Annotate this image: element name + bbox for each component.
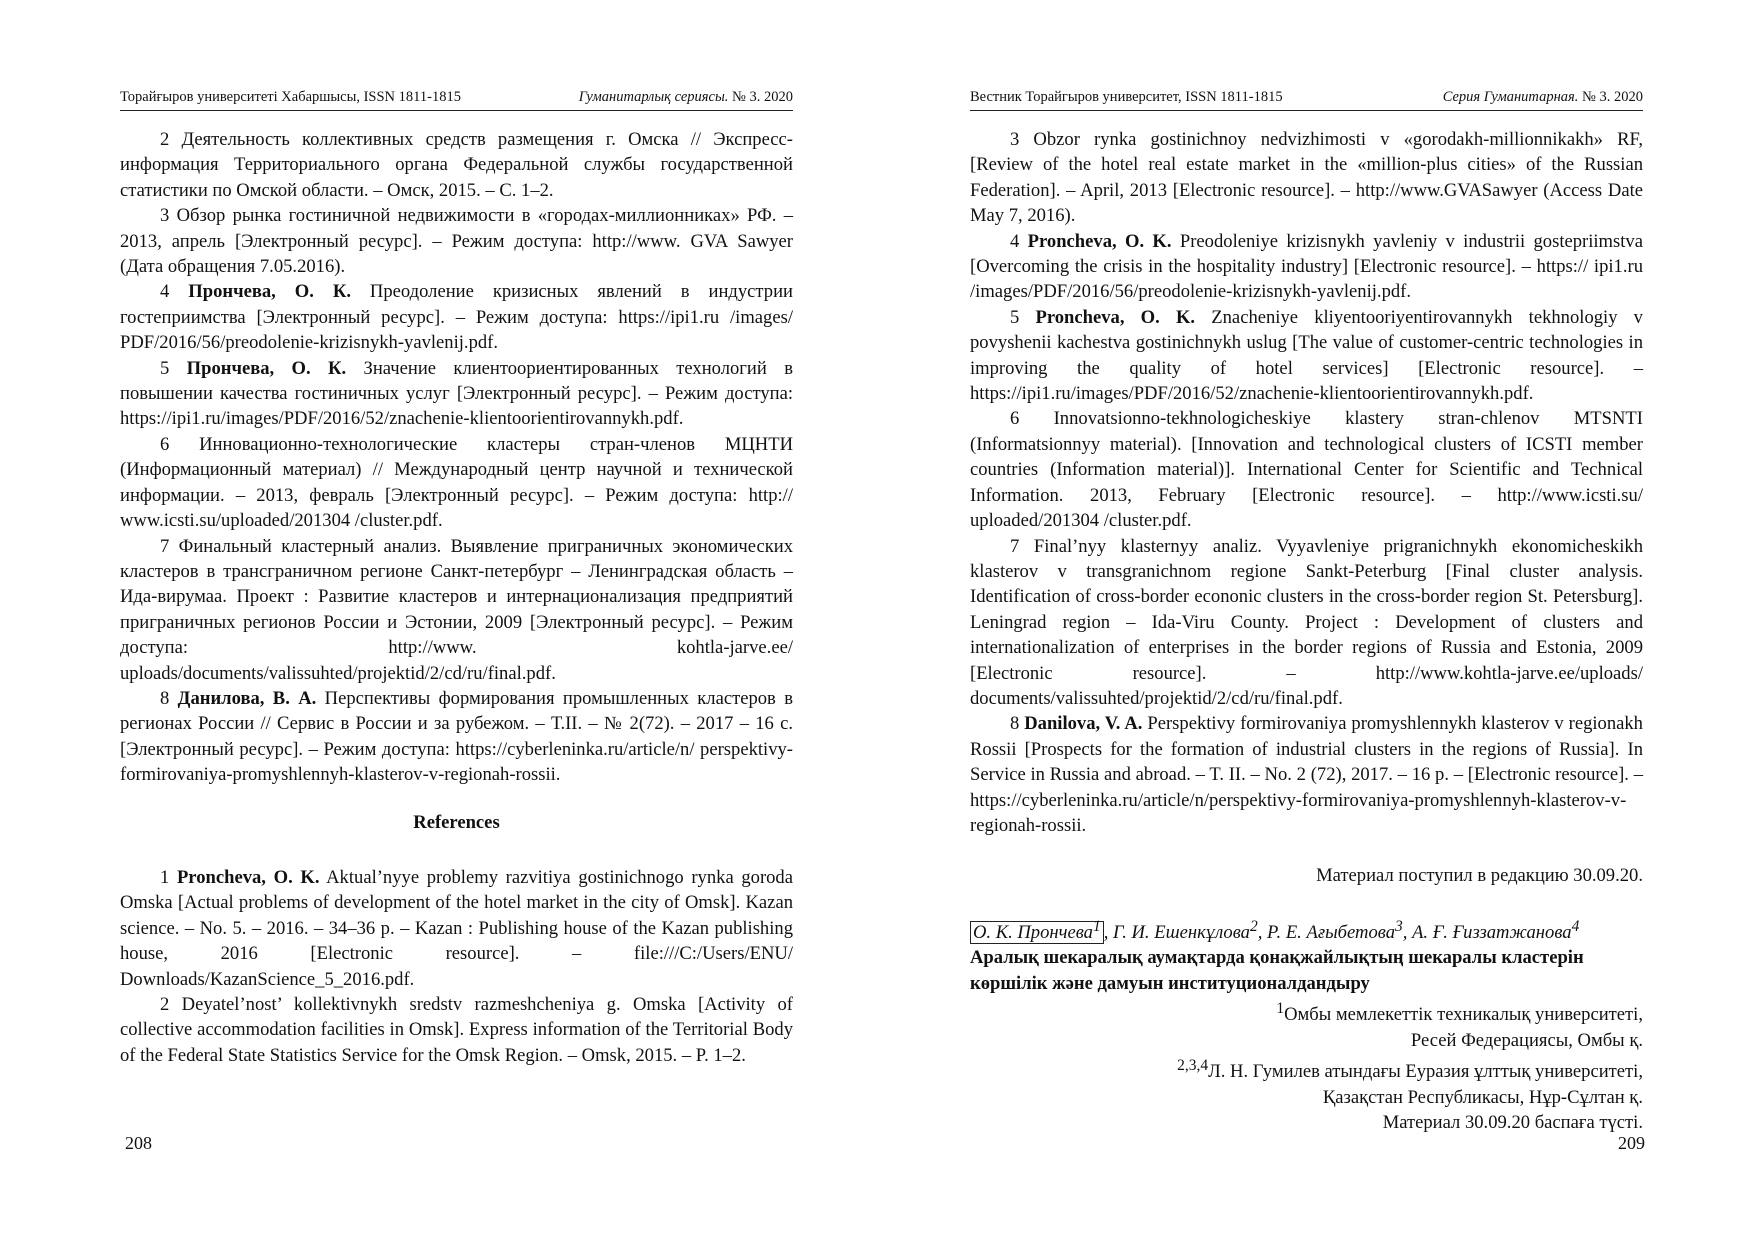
reference-item: 3 Obzor rynka gostinichnoy nedvizhimosti v «gorodakh-millionnikakh» RF, [Review of the hotel real estate market in the «million-plus cities» of the Russian Federation]. – April, 2013 [Electronic resource]. – http://www.GVASawyer (Access Date May 7, 2016).: [970, 129, 1643, 227]
series-info: [579, 88, 793, 106]
reference-item: 6 Innovatsionno-tekhnologicheskiye klastery stran-chlenov MTSNTI (Informatsionnyy material). [Innovation and technological clusters of ICSTI member countries (Information material)]. International Center for Scientific and Technical Information. 2013, February [Electronic resource]. – http://www.icsti.su/ uploaded/201304 /cluster.pdf.: [970, 408, 1643, 532]
reference-author: Danilova, V. A.: [1024, 713, 1143, 735]
page-body: [120, 127, 793, 1068]
right-page: [970, 88, 1643, 1136]
reference-author: Proncheva, O. K.: [176, 866, 320, 888]
series-info: [1443, 88, 1643, 106]
reference-author: Proncheva, O. K.: [1027, 230, 1172, 252]
author-highlight: О. К. Прончева$^1$: [970, 921, 1104, 944]
submission-note: Материал 30.09.20 баспаға түсті.: [1382, 1112, 1643, 1134]
page-number: 208: [125, 1133, 152, 1153]
reference-author: Данилова, В. А.: [177, 687, 317, 709]
series-name: Серия Гуманитарная.: [1442, 89, 1579, 105]
affiliation-line: $^{2,3,4}$Л. Н. Гумилев атындағы Еуразия ұлттық университеті,: [1177, 1057, 1643, 1083]
series-name: Гуманитарлық сериясы.: [578, 89, 729, 105]
reference-item: 7 Final’nyy klasternyy analiz. Vyyavleniye prigranichnykh ekonomicheskikh klasterov v transgranichnom regione Sankt-Peterburg [Final cluster analysis. Identification of cross-border econonic clusters in the cross-border region St. Petersburg]. Leningrad region – Ida-Viru County. Project : Development of clusters and internationalization of enterprises in the border regions of Russia and Estonia, 2009 [Electronic resource]. – http://www.kohtla-jarve.ee/uploads/ documents/valissuhted/projektid/2/cd/ru/final.pdf.: [970, 535, 1643, 709]
reference-item: 4 Proncheva, O. K. Preodoleniye krizisnykh yavleniy v industrii gostepriimstva [Overcoming the crisis in the hospitality industry] [Electronic resource]. – https:// ipi1.ru /images/PDF/2016/56/preodolenie-krizisnykh-yavlenij.pdf.: [970, 230, 1643, 303]
reference-author: Proncheva, O. K.: [1035, 306, 1196, 328]
reference-item: 2 Deyatel’nost’ kollektivnykh sredstv razmeshcheniya g. Omska [Activity of collective accommodation facilities in Omsk]. Express information of the Territorial Body of the Federal State Statistics Service for the Omsk Region. – Omsk, 2015. – P. 1–2.: [120, 994, 793, 1066]
references-heading: References: [413, 811, 500, 833]
received-date: Материал поступил в редакцию 30.09.20.: [1316, 865, 1643, 887]
journal-title: Вестник Торайгыров университет, ISSN 1811-1815: [970, 89, 1283, 105]
reference-item: 5 Proncheva, O. K. Znacheniye kliyentooriyentirovannykh tekhnologiy v povyshenii kachestva gostinichnykh uslug [The value of customer-centric technologies in improving the quality of hotel services] [Electronic resource]. – https://ipi1.ru/images/PDF/2016/52/znachenie-klientoorientirovannykh.pdf.: [970, 306, 1643, 405]
journal-title: Торайғыров университеті Хабаршысы, ISSN 1811-1815: [120, 89, 461, 105]
affiliation-line: Ресей Федерациясы, Омбы қ.: [1410, 1029, 1643, 1051]
running-header: [120, 88, 793, 111]
reference-item: 2 Деятельность коллективных средств размещения г. Омска // Экспресс-информация Территориального органа Федеральной службы государственной статистики по Омской области. – Омск, 2015. – С. 1–2.: [120, 129, 793, 201]
reference-item: 8 Danilova, V. A. Perspektivy formirovaniya promyshlennykh klasterov v regionakh Rossii [Prospects for the formation of industrial clusters in the regions of Russia]. In Service in Russia and abroad. – T. II. – No. 2 (72), 2017. – 16 p. – [Electronic resource]. – https://cyberleninka.ru/article/n/perspektivy-formirovaniya-promyshlennyh-klasterov-v-regionah-rossii.: [970, 713, 1643, 836]
reference-author: Прончева, О. К.: [186, 357, 347, 379]
affiliation-line: Қазақстан Республикасы, Нұр-Сұлтан қ.: [1322, 1086, 1643, 1108]
article-authors: О. К. Прончева$^1$ , Г. И. Ешенкұлова$^2$, Р. Е. Ағыбетова$^3$, А. Ғ. Ғиззатжанова$^4$: [970, 914, 1643, 946]
reference-item: 1 Proncheva, O. K. Aktual’nyye problemy razvitiya gostinichnogo rynka goroda Omska [Actual problems of development of the hotel market in the city of Omsk]. Kazan science. – No. 5. – 2016. – 34–36 p. – Kazan : Publishing house of the Kazan publishing house, 2016 [Electronic resource]. – file:///C:/Users/ENU/ Downloads/KazanScience_5_2016.pdf.: [120, 866, 793, 990]
reference-item: 4 Прончева, О. К. Преодоление кризисных явлений в индустрии гостеприимства [Электронный ресурс]. – Режим доступа: https://ipi1.ru /images/ PDF/2016/56/preodolenie-krizisnykh-yavlenij.pdf.: [120, 281, 793, 354]
issue-number: № 3. 2020: [1582, 89, 1643, 105]
reference-item: 6 Инновационно-технологические кластеры стран-членов МЦНТИ (Информационный материал) // Международный центр научной и технической информации. – 2013, февраль [Электронный ресурс]. – Режим доступа: http:// www.icsti.su/uploaded/201304 /cluster.pdf.: [120, 433, 793, 532]
left-page: [120, 88, 793, 1068]
reference-item: 5 Прончева, О. К. Значение клиентоориентированных технологий в повышении качества гостиничных услуг [Электронный ресурс]. – Режим доступа: https://ipi1.ru/images/PDF/2016/52/znachenie-klientoorientirovannykh.pdf.: [120, 357, 793, 430]
issue-number: № 3. 2020: [732, 89, 793, 105]
reference-item: 3 Обзор рынка гостиничной недвижимости в «городах-миллионниках» РФ. – 2013, апрель [Электронный ресурс]. – Режим доступа: http://www. GVA Sawyer (Дата обращения 7.05.2016).: [120, 205, 793, 278]
reference-item: 7 Финальный кластерный анализ. Выявление приграничных экономических кластеров в трансграничном регионе Санкт-петербург – Ленинградская область – Ида-вирумаа. Проект : Развитие кластеров и интернационализация предприятий приграничных регионов России и Эстонии, 2009 [Электронный ресурс]. – Режим доступа: http://www. kohtla-jarve.ee/ uploads/documents/valissuhted/projektid/2/cd/ru/final.pdf.: [120, 535, 793, 684]
affiliation-line: $^1$Омбы мемлекеттік техникалық университеті,: [1276, 1000, 1643, 1026]
running-header: [970, 88, 1643, 111]
reference-item: 8 Данилова, В. А. Перспективы формирования промышленных кластеров в регионах России // Сервис в России и за рубежом. – Т.II. – № 2(72). – 2017 – 16 с. [Электронный ресурс]. – Режим доступа: https://cyberleninka.ru/article/n/ perspektivy-formirovaniya-promyshlennyh-klasterov-v-regionah-rossii.: [120, 687, 793, 786]
page-body: [970, 127, 1643, 1136]
reference-author: Прончева, О. К.: [188, 281, 351, 303]
article-title: Аралық шекаралық аумақтарда қонақжайлықтың шекаралы кластерін көршілік және дамуын институционалдандыру: [970, 947, 1584, 994]
page-number: 209: [1618, 1133, 1645, 1153]
